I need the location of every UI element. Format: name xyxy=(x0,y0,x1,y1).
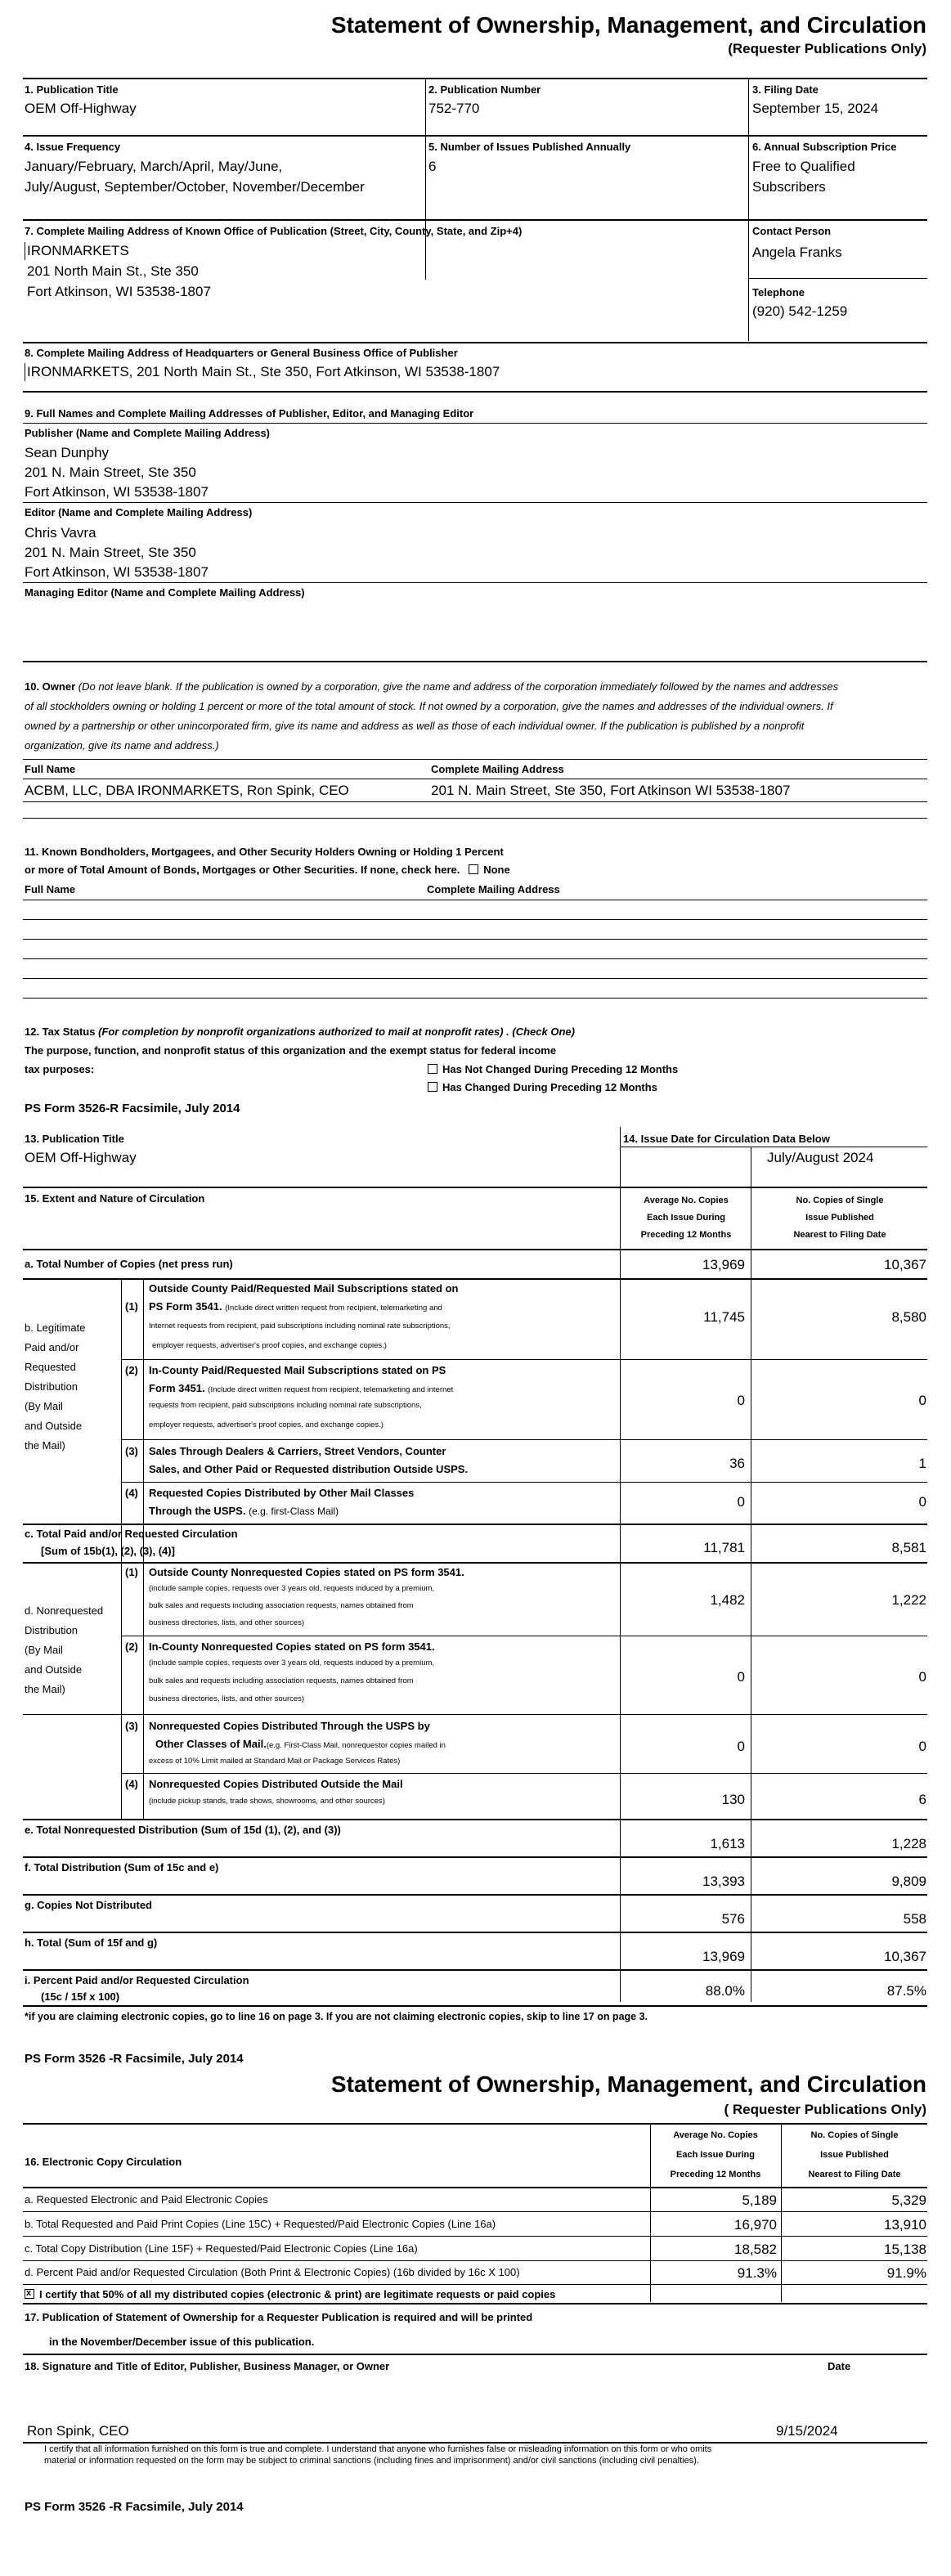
issue-frequency-line2: July/August, September/October, November/December xyxy=(25,179,365,195)
row-15b4-line1: Requested Copies Distributed by Other Mail Classes xyxy=(149,1487,415,1499)
col-average-line: Preceding 12 Months xyxy=(640,1230,732,1240)
row-15b2-single: 0 xyxy=(918,1393,926,1408)
row-16d-avg: 91.3% xyxy=(737,2265,777,2281)
row-15b4-usps: Through the USPS. xyxy=(149,1505,246,1517)
col-single-issue-16 xyxy=(782,2125,927,2184)
rule xyxy=(121,1482,927,1483)
rule xyxy=(23,1278,927,1280)
signature-date: 9/15/2024 xyxy=(776,2423,838,2439)
row-16c-avg: 18,582 xyxy=(734,2242,777,2257)
rule xyxy=(23,2123,927,2125)
row-15b4-avg: 0 xyxy=(737,1494,745,1510)
col-average-line: Average No. Copies xyxy=(673,2130,758,2140)
d-label-line: (By Mail xyxy=(25,1644,63,1656)
tax-status-note: (For completion by nonprofit organizations authorized to mail at nonprofit rates) . (Check One) xyxy=(98,1025,575,1038)
col-mailing-address: Complete Mailing Address xyxy=(431,763,564,775)
electronic-copies-note: *if you are claiming electronic copies, go to line 16 on page 3. If you are not claiming electronic copies, skip to line 17 on page 3. xyxy=(25,2011,648,2022)
s17-line2: in the November/December issue of this publication. xyxy=(49,2336,315,2348)
d-label-line: Distribution xyxy=(25,1624,79,1636)
b-label-line: Paid and/or xyxy=(25,1341,79,1353)
row-15a-single: 10,367 xyxy=(884,1257,926,1272)
rule xyxy=(23,939,927,940)
col-mailing-address: Complete Mailing Address xyxy=(427,883,560,895)
rule xyxy=(23,2284,927,2285)
row-15d2-line4: business directories, lists, and other sources) xyxy=(149,1694,305,1703)
label-publisher: Publisher (Name and Complete Mailing Address) xyxy=(25,427,271,439)
row-15d3-line2 xyxy=(155,1738,446,1752)
tax-status-line2: The purpose, function, and nonprofit status of this organization and the exempt status for federal income xyxy=(25,1044,557,1057)
label-electronic-circulation: 16. Electronic Copy Circulation xyxy=(25,2156,182,2168)
row-15b1-single: 8,580 xyxy=(891,1309,926,1325)
certify-statement-2: material or information requested on the form may be subject to criminal sanctions (including fines and imprisonment) and/or civil sanctions (including civil penalties). xyxy=(44,2456,699,2466)
rule xyxy=(23,1969,927,1971)
row-15d3-number: (3) xyxy=(125,1720,138,1732)
owner-instructions xyxy=(25,677,842,756)
label-signature: 18. Signature and Title of Editor, Publisher, Business Manager, or Owner xyxy=(25,2360,390,2372)
label-telephone: Telephone xyxy=(752,286,805,298)
form-title-2: Statement of Ownership, Management, and Circulation xyxy=(330,2071,926,2097)
divider xyxy=(143,1563,144,1819)
col-single-issue xyxy=(752,1192,927,1244)
col-average-line: Preceding 12 Months xyxy=(670,2170,761,2179)
rule xyxy=(23,919,927,920)
s17-line1: 17. Publication of Statement of Ownership for a Requester Publication is required and will be printed xyxy=(25,2311,533,2323)
row-15i-single: 87.5% xyxy=(886,1983,926,1999)
issues-annually: 6 xyxy=(428,159,437,174)
row-15d4-number: (4) xyxy=(125,1778,138,1790)
rule xyxy=(23,1187,927,1188)
row-15f-avg: 13,393 xyxy=(702,1874,745,1889)
b-label-line: the Mail) xyxy=(25,1439,65,1452)
row-16b-avg: 16,970 xyxy=(734,2217,777,2233)
row-15c-line2: [Sum of 15b(1), (2), (3), (4)] xyxy=(41,1545,175,1557)
row-15d1-avg: 1,482 xyxy=(710,1592,745,1608)
rule xyxy=(23,78,927,79)
publisher-name: Sean Dunphy xyxy=(25,445,110,460)
label-issue-frequency: 4. Issue Frequency xyxy=(25,141,121,153)
publication-title: OEM Off-Highway xyxy=(25,101,137,116)
row-15e-label: e. Total Nonrequested Distribution (Sum of 15d (1), (2), and (3)) xyxy=(25,1824,341,1836)
row-15i-line1: i. Percent Paid and/or Requested Circulation xyxy=(25,1974,249,1986)
row-15b3-single: 1 xyxy=(918,1456,926,1471)
row-15b3-avg: 36 xyxy=(729,1456,745,1471)
row-15f-single: 9,809 xyxy=(891,1874,926,1889)
row-15d3-class: Other Classes of Mail. xyxy=(155,1738,267,1750)
divider xyxy=(748,79,749,341)
form-footer: PS Form 3526 -R Facsimile, July 2014 xyxy=(25,2500,244,2514)
col-average-copies xyxy=(621,1192,751,1244)
row-15d2-avg: 0 xyxy=(737,1669,745,1685)
row-15d4-line2: (include pickup stands, trade shows, showrooms, and other sources) xyxy=(149,1797,385,1806)
label-owner: 10. Owner xyxy=(25,680,76,693)
option-label: Has Not Changed During Preceding 12 Months xyxy=(442,1063,679,1075)
label-publication-number: 2. Publication Number xyxy=(428,83,541,96)
tax-option-changed[interactable] xyxy=(428,1081,657,1094)
b-label-line: and Outside xyxy=(25,1420,83,1432)
d-label-line: the Mail) xyxy=(25,1683,65,1695)
b-label-line: b. Legitimate xyxy=(25,1322,86,1334)
rule xyxy=(23,998,927,999)
rule xyxy=(23,2260,927,2261)
row-15b1-line2 xyxy=(149,1300,442,1315)
row-15i-line2: (15c / 15f x 100) xyxy=(41,1990,120,2003)
row-15b4-line2 xyxy=(149,1505,339,1518)
b-label-line: (By Mail xyxy=(25,1400,63,1412)
publisher-city: Fort Atkinson, WI 53538-1807 xyxy=(25,484,209,500)
label-issues-annually: 5. Number of Issues Published Annually xyxy=(428,141,631,153)
publication-number: 752-770 xyxy=(428,101,480,116)
b-label-line: Distribution xyxy=(25,1380,79,1393)
rule xyxy=(749,278,927,279)
tax-status-line3: tax purposes: xyxy=(25,1063,95,1075)
form-title: Statement of Ownership, Management, and Circulation xyxy=(330,12,926,38)
label-publication-title: 1. Publication Title xyxy=(25,83,119,96)
row-15a-label: a. Total Number of Copies (net press run) xyxy=(25,1258,233,1270)
owner-address: 201 N. Main Street, Ste 350, Fort Atkinson WI 53538-1807 xyxy=(431,783,791,798)
row-15a-avg: 13,969 xyxy=(702,1257,745,1272)
row-16c-single: 15,138 xyxy=(884,2242,926,2257)
row-15b2-note: (Include direct written request from recipient, telemarketing and internet xyxy=(208,1385,454,1394)
rule xyxy=(23,958,927,959)
row-15d3-note: (e.g. First-Class Mail, nonrequestor copies mailed in xyxy=(266,1741,446,1750)
rule xyxy=(121,1439,927,1440)
rule xyxy=(121,1359,927,1360)
row-15d2-line3: bulk sales and requests including association requests, names obtained from xyxy=(149,1676,414,1685)
col-single-line: Nearest to Filing Date xyxy=(808,2170,901,2179)
row-15d3-line3: excess of 10% Limit mailed at Standard Mail or Package Services Rates) xyxy=(149,1757,401,1766)
publisher-street: 201 N. Main Street, Ste 350 xyxy=(25,464,196,480)
row-15b1-form: PS Form 3541. xyxy=(149,1300,222,1313)
row-15f-label: f. Total Distribution (Sum of 15c and e) xyxy=(25,1861,219,1874)
rule xyxy=(23,342,927,343)
subscription-price-line2: Subscribers xyxy=(752,179,826,195)
editor-city: Fort Atkinson, WI 53538-1807 xyxy=(25,564,209,580)
row-15c-single: 8,581 xyxy=(891,1540,926,1555)
col-average-line: Average No. Copies xyxy=(644,1196,729,1205)
editor-street: 201 N. Main Street, Ste 350 xyxy=(25,545,196,560)
rule xyxy=(23,2187,927,2188)
row-15e-avg: 1,613 xyxy=(710,1836,745,1851)
row-15b2-form: Form 3451. xyxy=(149,1382,205,1394)
rule xyxy=(121,1773,927,1774)
row-15d4-single: 6 xyxy=(918,1792,926,1807)
row-15c-avg: 11,781 xyxy=(703,1540,745,1555)
row-15d2-number: (2) xyxy=(125,1640,138,1653)
none-checkbox[interactable] xyxy=(469,864,478,874)
row-15i-avg: 88.0% xyxy=(705,1983,745,1999)
office-address-line3: Fort Atkinson, WI 53538-1807 xyxy=(27,284,211,299)
col-single-line: No. Copies of Single xyxy=(810,2130,899,2140)
tax-status-title: 12. Tax Status xyxy=(25,1025,96,1038)
rule xyxy=(23,1932,927,1933)
row-16a-single: 5,329 xyxy=(891,2192,926,2208)
row-15d1-single: 1,222 xyxy=(891,1592,926,1608)
owner-name: ACBM, LLC, DBA IRONMARKETS, Ron Spink, CEO xyxy=(25,783,349,798)
rule xyxy=(23,2005,927,2007)
row-15g-label: g. Copies Not Distributed xyxy=(25,1899,152,1911)
certify-checkbox[interactable] xyxy=(25,2289,34,2299)
label-date: Date xyxy=(828,2360,851,2372)
row-15d3-avg: 0 xyxy=(737,1739,745,1754)
row-16a-label: a. Requested Electronic and Paid Electronic Copies xyxy=(25,2193,268,2206)
label-subscription-price: 6. Annual Subscription Price xyxy=(752,141,897,153)
row-15b2-line4: employer requests, advertiser's proof copies, and exchange copies.) xyxy=(149,1420,384,1429)
rule xyxy=(23,423,927,424)
owner-instructions-text: (Do not leave blank. If the publication is owned by a corporation, give the name and address of the corporation immediately followed by the names and addresses of all stockholders owning or holding 1 percent or more of the total amount of stock. If not owned by a corporation, give the names and addresses of the individual owners. If owned by a partnership or other unincorporated firm, give its name and address as well as those of each individual owner. If the publication is published by a nonprofit organization, give its name and address.) xyxy=(25,680,839,752)
col-single-line: Issue Published xyxy=(805,1213,874,1223)
office-address-line1: IRONMARKETS xyxy=(27,243,129,258)
row-16c-label: c. Total Copy Distribution (Line 15F) + Requested/Paid Electronic Copies (Line 16a) xyxy=(25,2242,418,2255)
row-15b3-line1: Sales Through Dealers & Carriers, Street Vendors, Counter xyxy=(149,1445,446,1457)
rule xyxy=(23,1562,927,1564)
rule xyxy=(23,502,927,503)
label-extent-circulation: 15. Extent and Nature of Circulation xyxy=(25,1192,205,1205)
rule xyxy=(23,2303,927,2304)
row-16b-label: b. Total Requested and Paid Print Copies (Line 15C) + Requested/Paid Electronic Copies (Line 16a) xyxy=(25,2218,496,2230)
row-15b1-note: (Include direct written request from recipient, telemarketing and xyxy=(225,1304,442,1313)
rule xyxy=(23,1856,927,1858)
col-single-line: Nearest to Filing Date xyxy=(793,1230,886,1240)
row-15d3-single: 0 xyxy=(918,1739,926,1754)
divider xyxy=(121,1563,122,1819)
subscription-price-line1: Free to Qualified xyxy=(752,159,855,174)
hq-address: IRONMARKETS, 201 North Main St., Ste 350, Fort Atkinson, WI 53538-1807 xyxy=(27,364,500,379)
filing-date: September 15, 2024 xyxy=(752,101,879,116)
rule xyxy=(23,1249,927,1250)
divider xyxy=(620,1127,621,2002)
label-managing-editor: Managing Editor (Name and Complete Mailing Address) xyxy=(25,586,305,599)
rule xyxy=(23,978,927,979)
row-15d1-number: (1) xyxy=(125,1566,138,1578)
rule xyxy=(23,2211,927,2212)
contact-person: Angela Franks xyxy=(752,245,842,260)
row-15d3-line1: Nonrequested Copies Distributed Through the USPS by xyxy=(149,1720,430,1732)
row-15d4-line1: Nonrequested Copies Distributed Outside the Mail xyxy=(149,1778,403,1790)
rule xyxy=(23,2236,927,2237)
col-single-line: Issue Published xyxy=(820,2150,889,2160)
row-15d1-line2: (include sample copies, requests over 3 years old, requests induced by a premium, xyxy=(149,1584,435,1593)
row-15b2-avg: 0 xyxy=(737,1393,745,1408)
row-15b4-number: (4) xyxy=(125,1487,138,1499)
rule xyxy=(23,661,927,662)
row-15d2-line1: In-County Nonrequested Copies stated on PS form 3541. xyxy=(149,1640,435,1653)
row-15b1-avg: 11,745 xyxy=(703,1309,745,1325)
row-15b-label xyxy=(25,1318,85,1456)
label-names-addresses: 9. Full Names and Complete Mailing Addresses of Publisher, Editor, and Managing Editor xyxy=(25,407,474,420)
col-average-line: Each Issue During xyxy=(647,1213,725,1223)
label-filing-date: 3. Filing Date xyxy=(752,83,819,96)
rule xyxy=(23,1524,927,1525)
label-issue-date: 14. Issue Date for Circulation Data Below xyxy=(623,1133,830,1145)
tax-option-not-changed[interactable] xyxy=(428,1063,678,1076)
row-16d-label: d. Percent Paid and/or Requested Circulation (Both Print & Electronic Copies) (16b divided by 16c X 100) xyxy=(25,2266,520,2278)
label-hq-address: 8. Complete Mailing Address of Headquarters or General Business Office of Publisher xyxy=(25,347,458,359)
row-15d4-avg: 130 xyxy=(721,1792,745,1807)
certify-text: I certify that 50% of all my distributed copies (electronic & print) are legitimate requests or paid copies xyxy=(39,2288,556,2300)
row-15b3-number: (3) xyxy=(125,1445,138,1457)
col-single-line: No. Copies of Single xyxy=(796,1196,884,1205)
row-15d1-line3: bulk sales and requests including association requests, names obtained from xyxy=(149,1601,414,1610)
rule xyxy=(23,391,927,393)
rule xyxy=(23,1894,927,1896)
rule xyxy=(23,582,927,583)
checkbox[interactable] xyxy=(428,1064,437,1074)
row-16d-single: 91.9% xyxy=(886,2265,926,2281)
row-15b2-line1: In-County Paid/Requested Mail Subscriptions stated on PS xyxy=(149,1364,446,1376)
publication-title-13: OEM Off-Highway xyxy=(25,1150,137,1165)
rule xyxy=(23,801,927,802)
row-15d2-single: 0 xyxy=(918,1669,926,1685)
label-contact-person: Contact Person xyxy=(752,225,832,237)
rule xyxy=(23,1819,927,1820)
row-15d1-line4: business directories, lists, and other sources) xyxy=(149,1618,305,1627)
row-16b-single: 13,910 xyxy=(884,2217,926,2233)
row-15b3-line2: Sales, and Other Paid or Requested distribution Outside USPS. xyxy=(149,1463,469,1475)
label-editor: Editor (Name and Complete Mailing Address) xyxy=(25,506,253,518)
d-label-line: d. Nonrequested xyxy=(25,1604,104,1617)
rule xyxy=(23,1714,927,1715)
form-footer: PS Form 3526 -R Facsimile, July 2014 xyxy=(25,2052,244,2066)
row-15b1-line3: Internet requests from recipient, paid subscriptions including nominal rate subscriptions, xyxy=(149,1322,451,1331)
row-15g-avg: 576 xyxy=(721,1911,745,1927)
row-15d1-line1: Outside County Nonrequested Copies stated on PS form 3541. xyxy=(149,1566,464,1578)
row-15b1-line4: employer requests, advertiser's proof copies, and exchange copies.) xyxy=(152,1341,387,1350)
row-15h-label: h. Total (Sum of 15f and g) xyxy=(25,1936,158,1949)
rule xyxy=(23,135,927,137)
certify-50-percent[interactable] xyxy=(25,2288,555,2301)
row-15b2-line3: requests from recipient, paid subscriptions including nominal rate subscriptions, xyxy=(149,1401,422,1410)
issue-date: July/August 2024 xyxy=(767,1150,874,1165)
b-label-line: Requested xyxy=(25,1361,76,1373)
divider xyxy=(425,79,426,280)
col-average-line: Each Issue During xyxy=(676,2150,755,2160)
telephone: (920) 542-1259 xyxy=(752,303,848,319)
option-label: Has Changed During Preceding 12 Months xyxy=(442,1081,657,1093)
row-15d2-line2: (include sample copies, requests over 3 years old, requests induced by a premium, xyxy=(149,1658,435,1667)
checkbox[interactable] xyxy=(428,1082,437,1092)
label-publication-title-13: 13. Publication Title xyxy=(25,1133,124,1145)
row-15d-label xyxy=(25,1601,103,1699)
label-office-address: 7. Complete Mailing Address of Known Office of Publication (Street, City, County, State, and Zip+4) xyxy=(25,225,523,237)
rule xyxy=(23,219,927,221)
col-full-name: Full Name xyxy=(25,883,76,895)
row-15h-single: 10,367 xyxy=(884,1949,926,1964)
rule xyxy=(23,759,927,760)
issue-frequency-line1: January/February, March/April, May/June, xyxy=(25,159,283,174)
form-subtitle: (Requester Publications Only) xyxy=(728,41,926,56)
label-tax-status xyxy=(25,1025,575,1039)
row-16a-avg: 5,189 xyxy=(742,2192,777,2208)
rule xyxy=(23,2354,927,2355)
office-address-line2: 201 North Main St., Ste 350 xyxy=(27,263,199,279)
row-15g-single: 558 xyxy=(903,1911,926,1927)
label-bondholders-2 xyxy=(25,864,510,877)
none-label: None xyxy=(483,864,510,876)
signer-name: Ron Spink, CEO xyxy=(27,2423,129,2439)
row-15b1-line1: Outside County Paid/Requested Mail Subscriptions stated on xyxy=(149,1282,459,1295)
certify-statement-1: I certify that all information furnished on this form is true and complete. I understand that anyone who furnishes false or misleading information on this form or who omits xyxy=(44,2444,712,2454)
row-15b2-number: (2) xyxy=(125,1364,138,1376)
bondholders-text: or more of Total Amount of Bonds, Mortgages or Other Securities. If none, check here. xyxy=(25,864,460,876)
row-15c-line1: c. Total Paid and/or Requested Circulation xyxy=(25,1528,238,1540)
row-15e-single: 1,228 xyxy=(891,1836,926,1851)
row-15b1-number: (1) xyxy=(125,1300,138,1313)
rule xyxy=(23,818,927,819)
row-15b2-line2 xyxy=(149,1382,453,1397)
label-bondholders-1: 11. Known Bondholders, Mortgagees, and Other Security Holders Owning or Holding 1 Percent xyxy=(25,846,504,858)
row-15b4-note: (e.g. first-Class Mail) xyxy=(249,1506,339,1517)
col-full-name: Full Name xyxy=(25,763,76,775)
form-footer: PS Form 3526-R Facsimile, July 2014 xyxy=(25,1102,240,1115)
row-15h-avg: 13,969 xyxy=(702,1949,745,1964)
d-label-line: and Outside xyxy=(25,1663,83,1676)
form-subtitle-2: ( Requester Publications Only) xyxy=(724,2102,926,2117)
col-average-copies-16 xyxy=(651,2125,780,2184)
row-15b4-single: 0 xyxy=(918,1494,926,1510)
editor-name: Chris Vavra xyxy=(25,525,96,541)
